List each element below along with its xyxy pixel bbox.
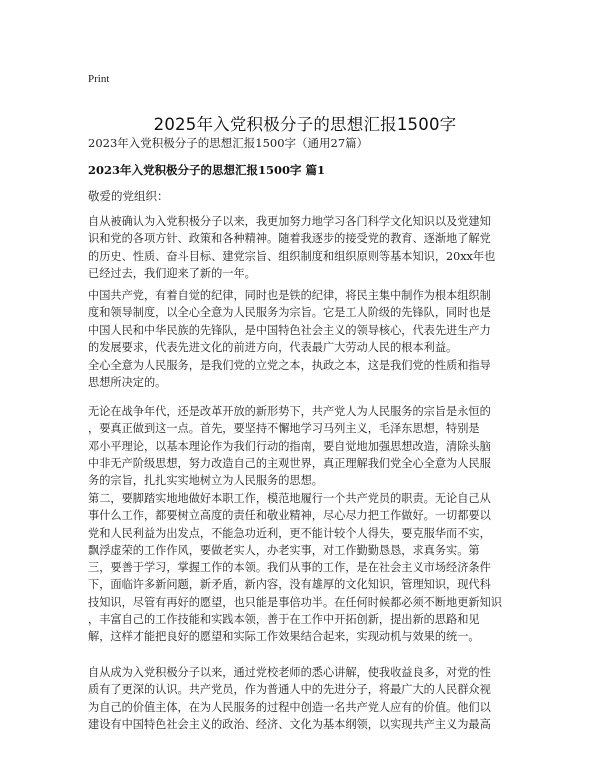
paragraph-line: 识和党的各项方针、政策和各种精神。随着我逐步的接受党的教育、逐渐地了解党 bbox=[88, 232, 491, 246]
paragraph-3 bbox=[88, 357, 522, 392]
paragraph-2 bbox=[88, 287, 522, 356]
paragraph-line: 党和人民利益为出发点，不能急功近利，更不能计较个人得失，要克服华而不实， bbox=[88, 526, 491, 540]
paragraph-5 bbox=[88, 490, 522, 646]
paragraph-line: 的发展要求，代表先进文化的前进方向，代表最广大劳动人民的根本利益。 bbox=[88, 340, 458, 354]
paragraph-line: ，丰富自己的工作技能和实践本领，善于在工作中开拓创新，提出新的思路和见 bbox=[88, 613, 480, 627]
page-title: 2025年入党积极分子的思想汇报1500字 bbox=[153, 115, 457, 135]
paragraph-line: 的历史、性质、奋斗目标、建党宗旨、组织制度和组织原则等基本知识，20xx年也 bbox=[88, 249, 496, 263]
paragraph-line: 已经过去，我们迎来了新的一年。 bbox=[88, 266, 256, 280]
paragraph-line: 下，面临许多新问题，新矛盾，新内容，没有雄厚的文化知识，管理知识，现代科 bbox=[88, 578, 491, 592]
section-heading: 2023年入党积极分子的思想汇报1500字 篇1 bbox=[88, 163, 326, 177]
paragraph-line: 自从被确认为入党积极分子以来，我更加努力地学习各门科学文化知识以及党建知 bbox=[88, 215, 491, 228]
paragraph-line: 全心全意为人民服务，是我们党的立党之本，执政之本，这是我们党的性质和指导 bbox=[88, 359, 491, 372]
paragraph-line: 质有了更深的认识。共产党员，作为普通人中的先进分子，将最广大的人民群众视 bbox=[88, 683, 491, 697]
paragraph-line: 飘浮虚荣的工作作风，要做老实人，办老实事，对工作勤勤恳恳，求真务实。第 bbox=[88, 543, 480, 557]
paragraph-line: 三，要善于学习，掌握工作的本领。我们从事的工作，是在社会主义市场经济条件 bbox=[88, 561, 491, 575]
paragraph-line: 解，这样才能把良好的愿望和实际工作效果结合起来，实现动机与效果的统一。 bbox=[88, 630, 480, 644]
paragraph-line: 无论在战争年代，还是改革开放的新形势下，共产党人为人民服务的宗旨是永恒的 bbox=[88, 405, 491, 418]
paragraph-line: 中非无产阶级思想，努力改造自己的主观世界，真正理解我们党全心全意为人民服 bbox=[88, 456, 491, 470]
paragraph-1 bbox=[88, 213, 522, 282]
paragraph-line: 度和领导制度，以全心全意为人民服务为宗旨。它是工人阶级的先锋队，同时也是 bbox=[88, 306, 491, 320]
salutation: 敬爱的党组织： bbox=[88, 189, 169, 203]
paragraph-line: ，要真正做到这一点。首先，要坚持不懈地学习马列主义，毛泽东思想，特别是 bbox=[88, 422, 480, 436]
paragraph-line: 务的宗旨，扎扎实实地树立为人民服务的思想。 bbox=[88, 474, 323, 488]
paragraph-line: 技知识，尽管有再好的愿望，也只能是事倍功半。在任何时候都必须不断地更新知识 bbox=[88, 595, 502, 609]
paragraph-line: 第二，要脚踏实地地做好本职工作，模范地履行一个共产党员的职责。无论自己从 bbox=[88, 492, 491, 505]
paragraph-line: 邓小平理论，以基本理论作为我们行动的指南，要自觉地加强思想改造，清除头脑 bbox=[88, 439, 491, 453]
paragraph-6 bbox=[88, 664, 522, 733]
paragraph-line: 为自己的价值主体，在为人民服务的过程中创造一名共产党人应有的价值。他们以 bbox=[88, 700, 491, 714]
paragraph-4 bbox=[88, 403, 522, 489]
paragraph-line: 中国人民和中华民族的先锋队，是中国特色社会主义的领导核心，代表先进生产力 bbox=[88, 323, 491, 337]
paragraph-line: 事什么工作，都要树立高度的责任和敬业精神，尽心尽力把工作做好。一切都要以 bbox=[88, 509, 491, 523]
paragraph-line: 建设有中国特色社会主义的政治、经济、文化为基本纲领，以实现共产主义为最高 bbox=[88, 717, 491, 731]
paragraph-line: 中国共产党，有着自觉的纪律，同时也是铁的纪律，将民主集中制作为根本组织制 bbox=[88, 289, 491, 302]
document-subtitle: 2023年入党积极分子的思想汇报1500字（通用27篇） bbox=[88, 136, 369, 150]
paragraph-line: 自从成为入党积极分子以来，通过党校老师的悉心讲解，使我收益良多，对党的性 bbox=[88, 666, 491, 679]
print-link[interactable]: Print bbox=[88, 73, 110, 85]
paragraph-line: 思想所决定的。 bbox=[88, 376, 167, 390]
